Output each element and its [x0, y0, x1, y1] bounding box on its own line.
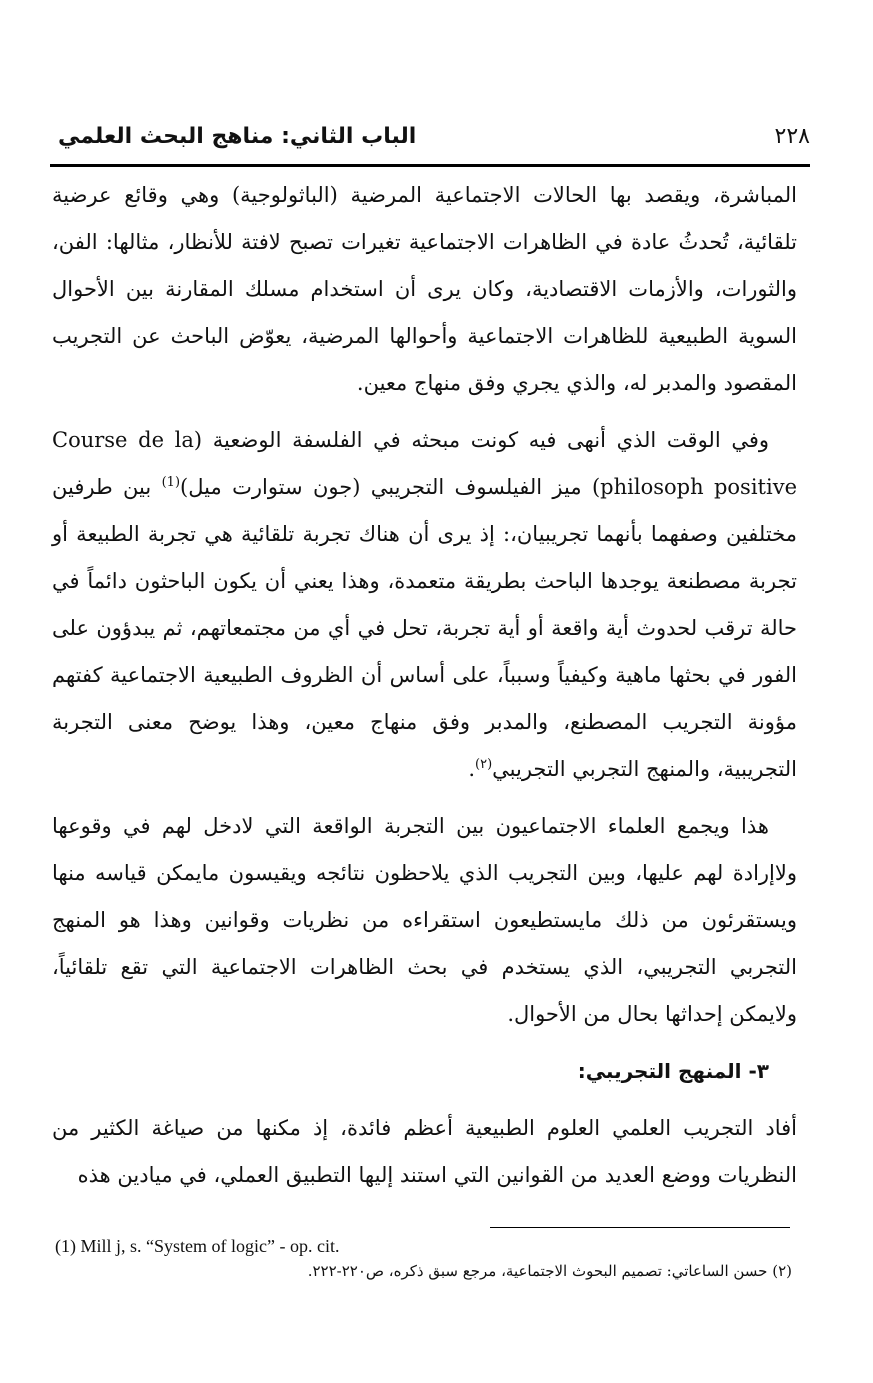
paragraph-2 [52, 417, 797, 793]
footnote-2: (٢) حسن الساعاتي: تصميم البحوث الاجتماعية، مرجع سبق ذكره، ص٢٢٠-٢٢٢. [307, 1262, 792, 1280]
paragraph-2-end: . [468, 757, 476, 781]
section-heading: ٣- المنهج التجريبي: [577, 1059, 769, 1083]
header-rule [50, 164, 810, 167]
page-number: ٢٢٨ [774, 124, 810, 149]
body-text [52, 172, 797, 1209]
paragraph-2-part-a: وفي الوقت الذي أنهى فيه كونت مبحثه في الفلسفة الوضعية (Course de la philosoph positive) ميز الفيلسوف التجريبي (جون ستوارت ميل) [52, 428, 798, 499]
chapter-title: الباب الثاني: مناهج البحث العلمي [58, 124, 417, 149]
footnote-ref-1: (1) [161, 475, 181, 490]
footnote-1: (1) Mill j, s. “System of logic” - op. cit. [55, 1236, 340, 1256]
footnote-rule [490, 1227, 790, 1228]
footnote-ref-2: (٢) [475, 757, 493, 772]
paragraph-4: أفاد التجريب العلمي العلوم الطبيعية أعظم فائدة، إذ مكنها من صياغة الكثير من النظريات ووضع العديد من القوانين التي استند إليها التطبيق العملي، في ميادين هذه [52, 1116, 797, 1187]
paragraph-1: المباشرة، ويقصد بها الحالات الاجتماعية المرضية (الباثولوجية) وهي وقائع عرضية تلقائية، تُحدثُ عادة في الظاهرات الاجتماعية تغيرات تصبح لافتة للأنظار، مثالها: الفن، والثورات، والأزمات الاقتصادية، وكان يرى أن استخدام مسلك المقارنة بين الأحوال السوية الطبيعية للظاهرات الاجتماعية وأحوالها المرضية، يعوّض الباحث عن التجريب المقصود والمدبر له، والذي يجري وفق منهاج معين. [52, 183, 797, 395]
paragraph-2-part-b: بين طرفين مختلفين وصفهما بأنهما تجريبيان،: إذ يرى أن هناك تجربة تلقائية هي تجربة الطبيعة أو تجربة مصطنعة يوجدها الباحث بطريقة متعمدة، وهذا يعني أن يكون الباحثون دائماً في حالة ترقب لحدوث أية واقعة أو أية تجربة، تحل في أي من مجتمعاتهم، ثم يبدؤون على الفور في بحثها ماهية وكيفياً وسبباً، على أساس أن الظروف الطبيعية الاجتماعية كفتهم مؤونة التجريب المصطنع، والمدبر وفق منهاج معين، وهذا يوضح معنى التجربة التجريبية، والمنهج التجربي التجريبي [52, 475, 797, 781]
paragraph-3: هذا ويجمع العلماء الاجتماعيون بين التجربة الواقعة التي لادخل لهم في وقوعها ولاإرادة لهم عليها، وبين التجريب الذي يلاحظون نتائجه ويقيسون مايمكن قياسه منها ويستقرئون من ذلك مايستطيعون استقراءه من نظريات وقوانين وهذا هو المنهج التجربي التجريبي، الذي يستخدم في بحث الظاهرات الاجتماعية التي تقع تلقائياً، ولايمكن إحداثها بحال من الأحوال. [52, 814, 797, 1026]
page-header [50, 124, 810, 162]
